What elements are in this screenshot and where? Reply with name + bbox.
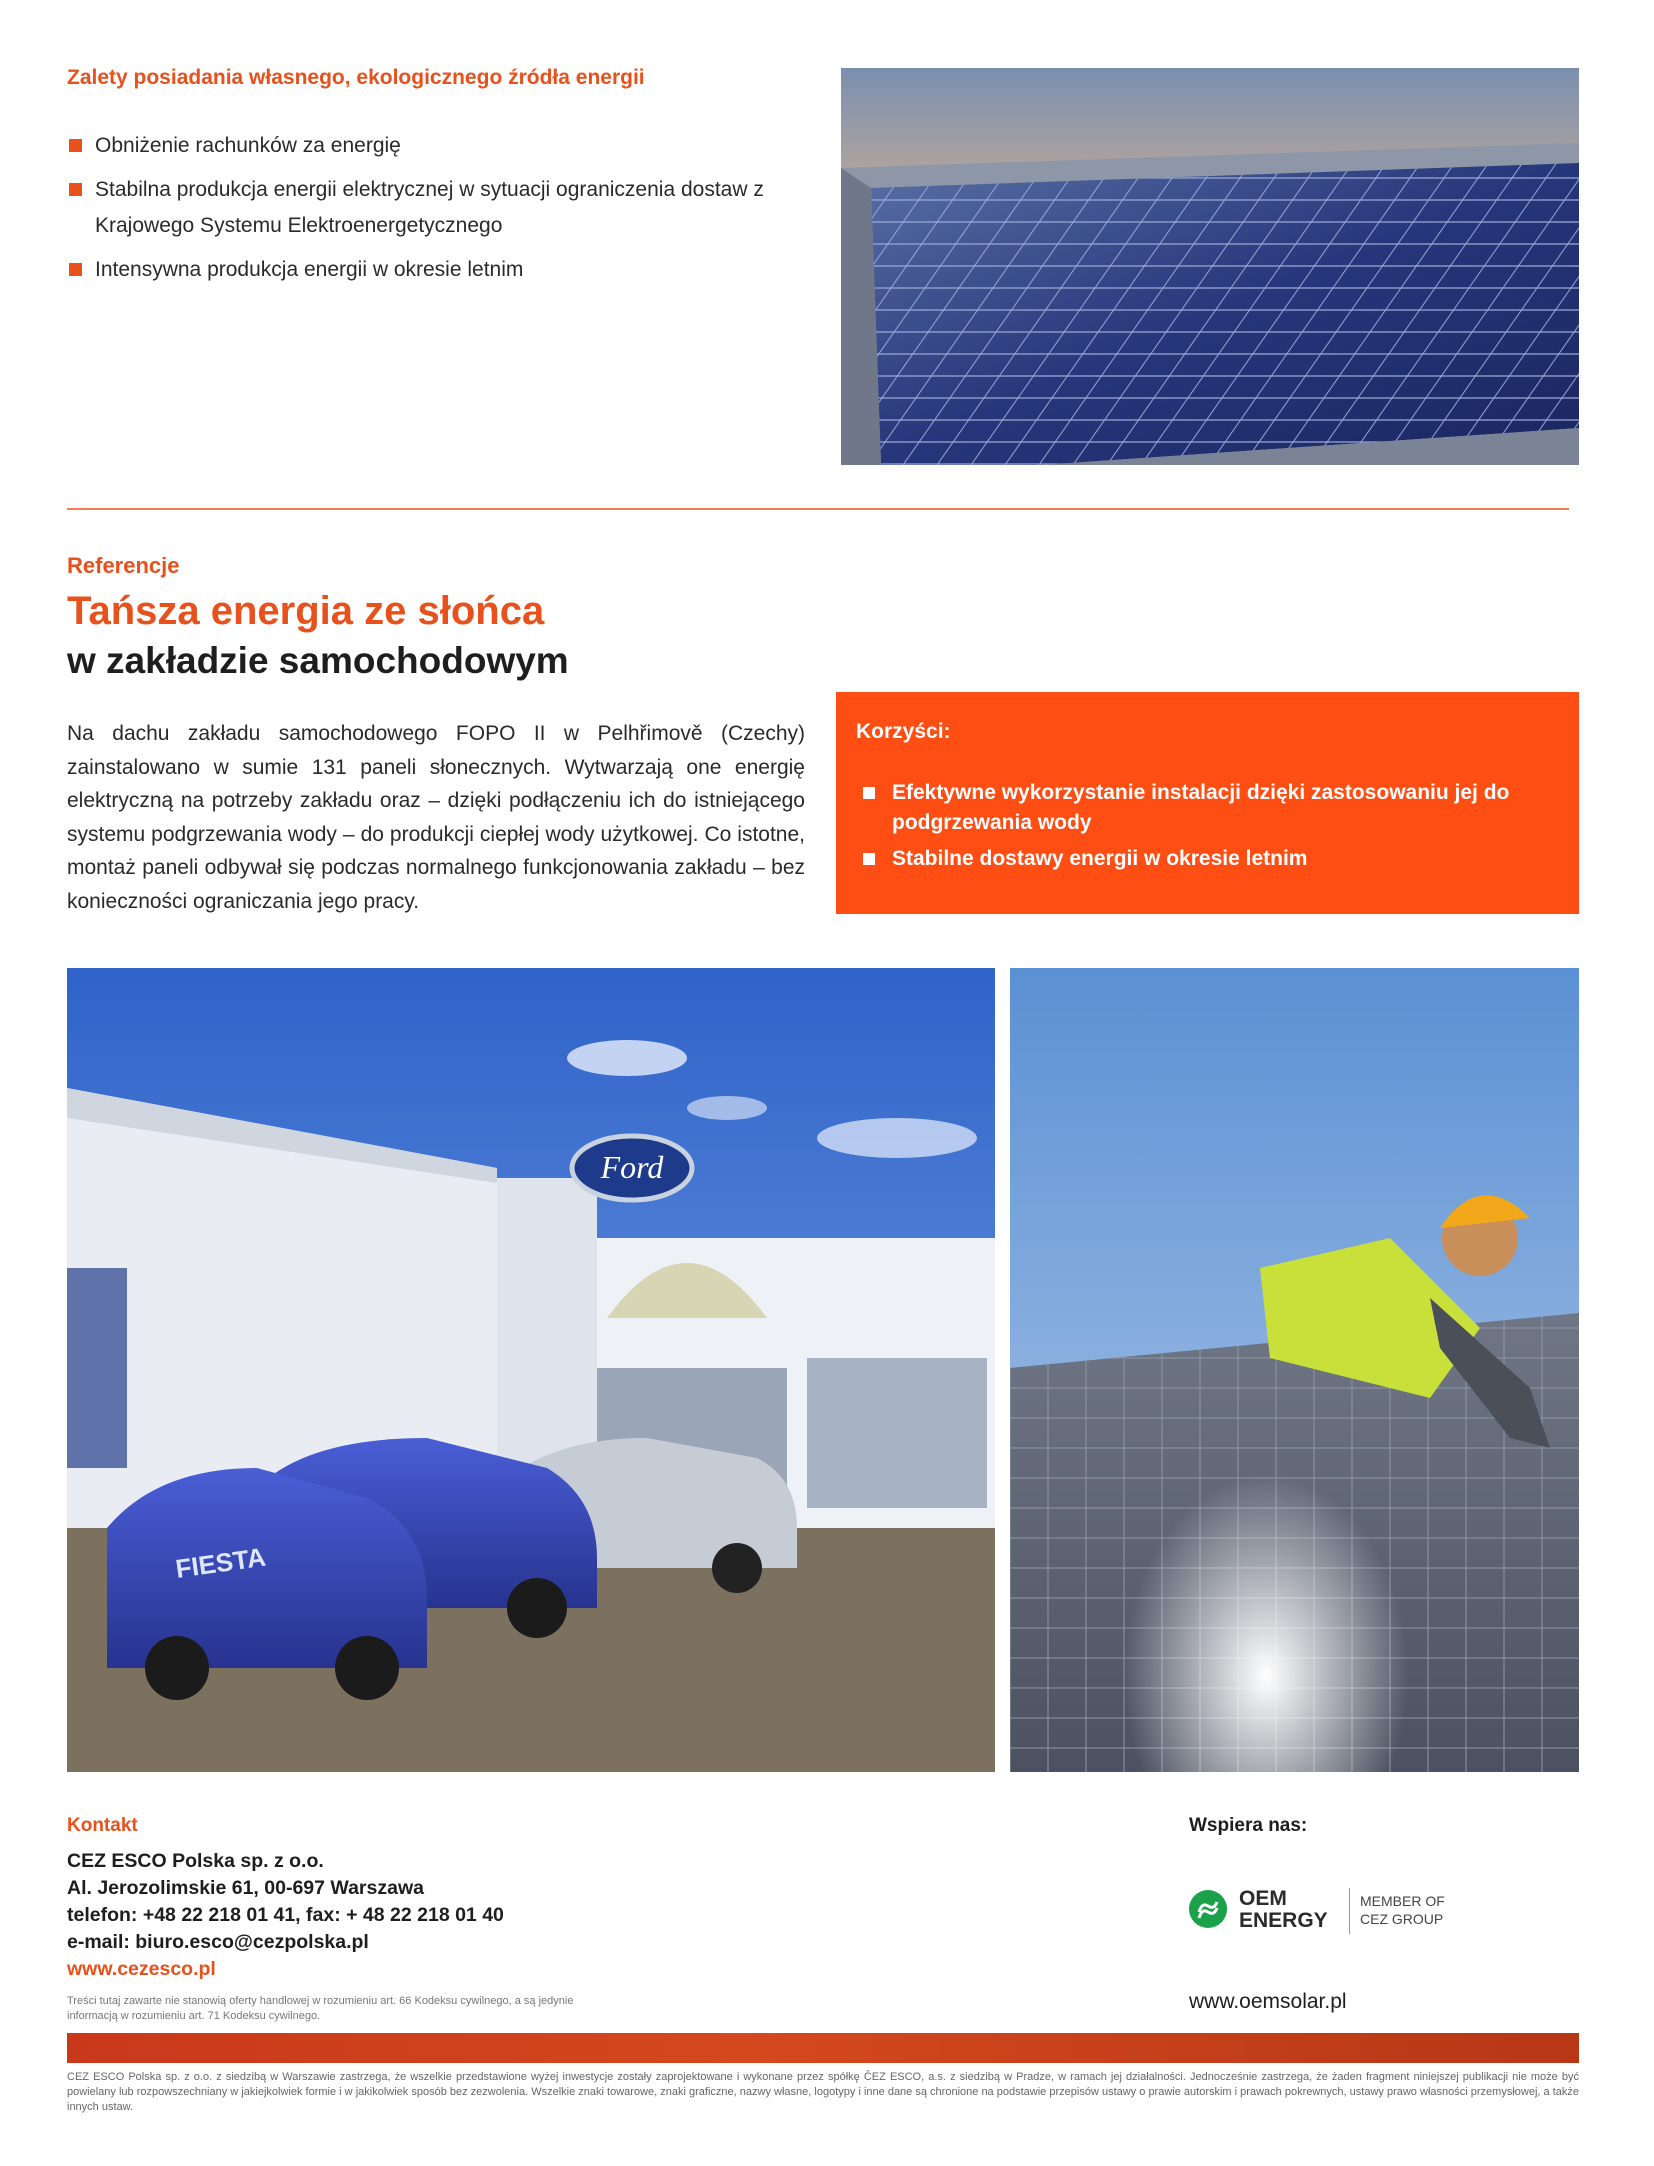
section-divider [67,508,1569,510]
oem-website-link[interactable]: www.oemsolar.pl [1189,1990,1347,2013]
benefits-box [836,692,1579,914]
logo-separator [1349,1888,1350,1934]
solar-roof-photo [841,68,1579,465]
advantage-text: Stabilna produkcja energii elektrycznej w sytuacji ograniczenia dostaw z Krajowego Systemu Elektroenergetycznego [95,178,764,237]
advantages-list [67,128,827,296]
member-line2: CEZ GROUP [1360,1911,1444,1927]
oem-logo-line2: ENERGY [1239,1909,1328,1932]
references-body: Na dachu zakładu samochodowego FOPO II w Pelhřimově (Czechy) zainstalowano w sumie 131 paneli słonecznych. Wytwarzają one energię elektryczną na potrzeby zakładu oraz – dzięki podłączeniu ich do istniejącego systemu podgrzewania wody – do produkcji ciepłej wody użytkowej. Co istotne, montaż paneli odbywał się podczas normalnego funkcjonowania zakładu – bez konieczności ograniczania jego pracy. [67,722,805,913]
advantages-title: Zalety posiadania własnego, ekologicznego źródła energii [67,66,645,89]
company-address: Al. Jerozolimskie 61, 00-697 Warszawa [67,1877,424,1899]
advantage-text: Intensywna produkcja energii w okresie letnim [95,258,524,281]
car-label-text: FIESTA [173,1541,268,1584]
ford-sign-text: Ford [600,1149,664,1185]
list-item [67,128,827,164]
bullet-square-icon [863,787,875,799]
member-line1: MEMBER OF [1360,1893,1445,1909]
benefits-title: Korzyści: [856,720,951,743]
oem-logo-text [1239,1888,1328,1932]
oem-logo-icon [1189,1890,1227,1928]
bullet-square-icon [69,183,82,196]
benefits-list [863,778,1563,880]
footer-bar [67,2033,1579,2063]
supporter-label: Wspiera nas: [1189,1815,1308,1836]
list-item [863,844,1563,874]
list-item [67,172,827,244]
references-label: Referencje [67,553,180,578]
contact-disclaimer: Treści tutaj zawarte nie stanowią oferty handlowej w rozumieniu art. 66 Kodeksu cywilnego, a są jedynie informacją w rozumieniu art. 71 Kodeksu cywilnego. [67,1995,574,2022]
list-item [67,252,827,288]
list-item [863,778,1563,838]
benefit-text: Stabilne dostawy energii w okresie letnim [892,847,1308,870]
bullet-square-icon [863,853,875,865]
references-subtitle: w zakładzie samochodowym [67,640,569,681]
company-website-link[interactable]: www.cezesco.pl [67,1958,216,1980]
bullet-square-icon [69,139,82,152]
member-of-text [1360,1892,1445,1928]
ford-plant-photo [67,968,995,1772]
bullet-square-icon [69,263,82,276]
references-title: Tańsza energia ze słońca [67,589,545,633]
contact-block [67,1848,504,1983]
oem-energy-logo [1189,1882,1459,1942]
worker-installing-panel-photo [1010,968,1579,1772]
benefit-text: Efektywne wykorzystanie instalacji dzięki zastosowaniu jej do podgrzewania wody [892,781,1510,834]
company-phone: telefon: +48 22 218 01 41, fax: + 48 22 218 01 40 [67,1904,504,1926]
company-email[interactable]: e-mail: biuro.esco@cezpolska.pl [67,1931,369,1953]
oem-logo-line1: OEM [1239,1887,1287,1910]
company-name: CEZ ESCO Polska sp. z o.o. [67,1850,324,1872]
footer-legal-text: CEZ ESCO Polska sp. z o.o. z siedzibą w Warszawie zastrzega, że wszelkie przedstawione wyżej inwestycje zostały zaprojektowane i wykonane przez spółkę ČEZ ESCO, a.s. z siedzibą w Pradze, w ramach jej działalności. Jednocześnie zastrzega, że żaden fragment niniejszej publikacji nie może być powielany lub rozpowszechniany w jakiejkolwiek formie i w jakikolwiek sposób bez zezwolenia. Wszelkie znaki towarowe, znaki graficzne, nazwy własne, logotypy i inne dane są chronione na podstawie przepisów ustawy o prawie autorskim i prawach pokrewnych, ustawy prawo własności przemysłowej, a także innych ustaw. [67,2071,1579,2113]
advantage-text: Obniżenie rachunków za energię [95,134,401,157]
contact-label: Kontakt [67,1815,138,1836]
